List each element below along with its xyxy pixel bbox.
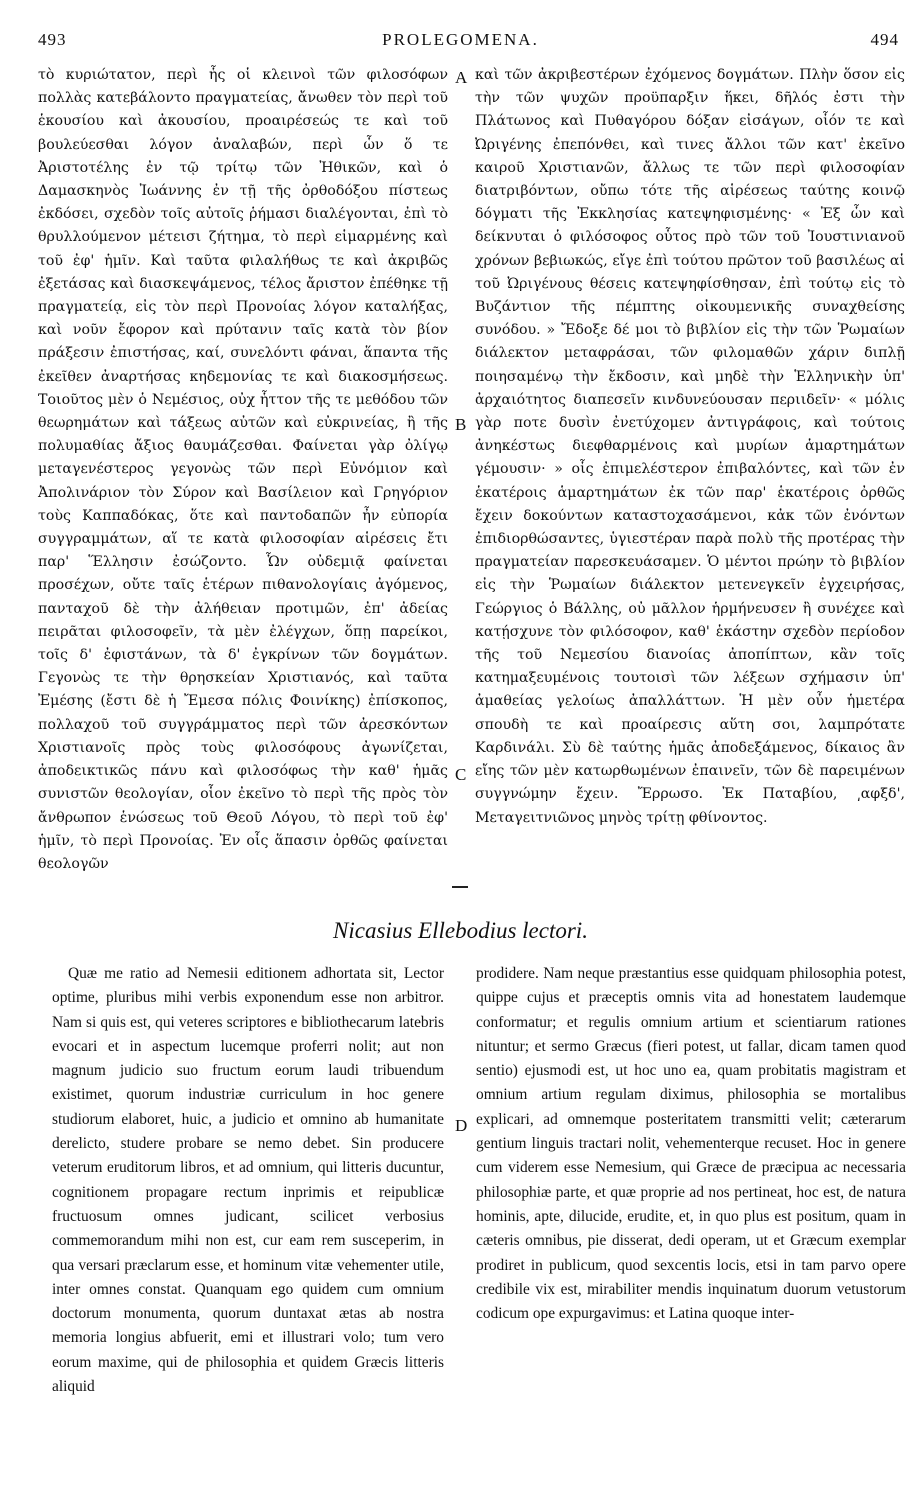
latin-column-left: Quæ me ratio ad Nemesii editionem adhortata sit, Lector optime, pluribus mihi verbis exponendum esse non arbitror. Nam si quis est, qui veteres scriptores e bibliothecarum latebris evocari et in aspectum lucemque proferri nolit; aut non magnum judicio suo fructum eorum laudi tribuendum existimet, quorum industriæ curriculum in hoc genere studiorum elaboret, huic, a judicio et omnino ab humanitate derelicto, studere probare se nemo debet. Sin producere veterum eruditorum libros, et ad omnium, qui litteris ducuntur, cognitionem propagare rectum inprimis et reipublicæ fructuosum omnes judicant, scilicet verbosius commemorandum mihi non est, cur eam rem susceperim, in qua versari præclarum esse, et hominum vitæ vehementer utile, inter omnes constat. Quanquam ego quidem cum omnium doctorum monumenta, quorum duntaxat ætas ab nostra memoria longius abfuerit, emi et illustrari volo; tum vero eorum maxime, qui de philosophia et quidem Græcis litteris aliquid [52, 965, 444, 1396]
margin-marker-c: C [455, 765, 467, 784]
margin-marker-d: D [455, 1116, 468, 1135]
running-title: PROLEGOMENA. [382, 30, 539, 49]
latin-column-right: prodidere. Nam neque præstantius esse quidquam philosophia potest, quippe cujus et præceptis omnis vita ad honestatem laudemque conformatur; et regulis omnium artium et scientiarum rationes nituntur; et sermo Græcus (fieri potest, ut fallar, dicam tamen quod sentio) ejusmodi est, ut hoc uno ea, quam probitatis magistram et omnium artium regulam diximus, philosophia se mortalibus explicari, ad omnemque posteritatem transmitti velit; cæterarum gentium linguis tractari nolit, vehementerque recuset. Hoc in genere cum viderem esse Nemesium, qui Græce de præcipua ac necessaria philosophiæ parte, et quæ proprie ad nos pertineat, hoc est, de natura hominis, apte, dilucide, erudite, et, in quo plus est positum, quam in cæteris omnibus, pie disserat, dedi operam, ut et Græcum exemplar prodiret in publicum, quod sexcentis locis, etsi in tam parvo opere credibile vix est, mirabiliter mendis inquinatum duorum vetustorum codicum ope expurgavimus: et Latina quoque inter- [476, 965, 906, 1323]
page-number-left: 493 [38, 30, 67, 49]
section-title: Nicasius Ellebodius lectori. [333, 918, 588, 943]
margin-marker-b: B [455, 415, 467, 434]
margin-marker-a: A [455, 68, 468, 87]
page-header [0, 30, 921, 56]
greek-column-left: τὸ κυριώτατον, περὶ ἧς οἱ κλεινοὶ τῶν φιλοσόφων πολλὰς κατεβάλοντο πραγματείας, ἄνωθεν τὸν περὶ τοῦ ἑκουσίου καὶ ἀκουσίου, προαιρέσεώς τε καὶ τοῦ βουλεύεσθαι λόγον ἀναλαβών, περὶ ὧν ὅ τε Ἀριστοτέλης ἐν τῷ τρίτῳ τῶν Ἠθικῶν, καὶ ὁ Δαμασκηνὸς Ἰωάννης ἐν τῇ τῆς ὀρθοδόξου πίστεως ἐκδόσει, σχεδὸν τοῖς αὐτοῖς ῥήμασι διαλέγονται, ἐπὶ τὸ θρυλλούμενον μέτεισι ζήτημα, τὸ περὶ εἱμαρμένης καὶ τοῦ ἐφ' ἡμῖν. Καὶ ταῦτα φιλαλήθως τε καὶ ἀκριβῶς ἐξετάσας καὶ διασκεψάμενος, τέλος ἄριστον ἐπέθηκε τῇ πραγματείᾳ, εἰς τὸν περὶ Προνοίας λόγον καταλήξας, καὶ νοῦν ἔφορον καὶ πρύτανιν ταῖς κατὰ τὸν βίον πράξεσιν ἐπιστήσας, καί, συνελόντι φάναι, ἅπαντα τῆς ἐκεῖθεν ἀναρτήσας κηδεμονίας τε καὶ διακοσμήσεως. Τοιοῦτος μὲν ὁ Νεμέσιος, οὐχ ἧττον τῆς τε μεθόδου τῶν θεωρημάτων καὶ τάξεως αὐτῶν καὶ εὐκρινείας, ἢ τῆς πολυμαθίας ἄξιος θαυμάζεσθαι. Φαίνεται γὰρ ὀλίγῳ μεταγενέστερος γεγονὼς τῶν περὶ Εὐνόμιον καὶ Ἀπολινάριον τὸν Σύρον καὶ Βασίλειον καὶ Γρηγόριον τοὺς Καππαδόκας, ὅτε καὶ παντοδαπῶν ἦν εὐπορία συγγραμμάτων, αἵ τε κατὰ φιλοσοφίαν αἱρέσεις ἔτι παρ' Ἕλλησιν ἐσώζοντο. Ὧν οὐδεμιᾷ φαίνεται προσέχων, οὔτε ταῖς ἑτέρων πιθανολογίαις ἀγόμενος, πανταχοῦ δὲ τὴν ἀλήθειαν προτιμῶν, ἐπ' ἀδείας πειρᾶται φιλοσοφεῖν, τὰ μὲν ἐλέγχων, ὅπῃ παρείκοι, τοῖς δ' ἐφιστάνων, τὰ δ' ἐγκρίνων τῶν δογμάτων. Γεγονὼς τε τὴν θρησκείαν Χριστιανός, καὶ ταῦτα Ἐμέσης (ἔστι δὲ ἡ Ἔμεσα πόλις Φοινίκης) ἐπίσκοπος, πολλαχοῦ τοῦ συγγράμματος περὶ τῶν ἀρεσκόντων Χριστιανοῖς πρὸς τοὺς φιλοσόφους ἀγωνίζεται, ἀποδεικτικῶς πάνυ καὶ φιλοσόφως τὴν καθ' ἡμᾶς συνιστῶν θεολογίαν, οἷον ἐκεῖνο τὸ περὶ τῆς πρὸς τὸν ἄνθρωπον ἑνώσεως τοῦ Θεοῦ Λόγου, τὸ περὶ τοῦ ἐφ' ἡμῖν, τὸ περὶ Προνοίας. Ἐν οἷς ἅπασιν ὀρθῶς φαίνεται θεολογῶν [38, 67, 448, 872]
page-number-right: 494 [870, 30, 899, 49]
greek-column-right: καὶ τῶν ἀκριβεστέρων ἐχόμενος δογμάτων. Πλὴν ὅσον εἰς τὴν τῶν ψυχῶν προϋπαρξιν ἥκει, δῆλός ἐστι τὴν Πλάτωνος καὶ Πυθαγόρου δόξαν εἰσάγων, οἷόν τε καὶ Ὠριγένης ἐπεπόνθει, καὶ τινες ἄλλοι τῶν κατ' ἐκεῖνο καιροῦ Χριστιανῶν, ἄλλως τε τῶν περὶ φιλοσοφίαν διατριβόντων, οὔπω τότε τῆς αἱρέσεως ταύτης κοινῷ δόγματι τῆς Ἐκκλησίας κατεψηφισμένης· « Ἐξ ὧν καὶ δείκνυται ὁ φιλόσοφος οὗτος πρὸ τῶν τοῦ Ἰουστινιανοῦ χρόνων βεβιωκώς, εἴγε ἐπὶ τούτου πρῶτον τοῦ βασιλέως αἱ τοῦ Ὠριγένους θέσεις κατεψηφίσθησαν, ἐπὶ τούτῳ εἰς τὸ Βυζάντιον τῆς πέμπτης οἰκουμενικῆς συναχθείσης συνόδου. » Ἔδοξε δέ μοι τὸ βιβλίον εἰς τὴν τῶν Ῥωμαίων διάλεκτον μεταφράσαι, τῶν φιλομαθῶν χάριν διπλῇ ποιησαμένῳ τὴν ἔκδοσιν, καὶ μηδὲ τὴν Ἑλληνικὴν ὑπ' ἀρχαιότητος διαπεσεῖν κινδυνεύουσαν περιιδεῖν· « μόλις γὰρ ποτε δυσὶν ἐνετύχομεν ἀντιγράφοις, καὶ τούτοις ἀνηκέστως διεφθαρμένοις καὶ μυρίων ἁμαρτημάτων γέμουσιν· » οἷς ἐπιμελέστερον ἐπιβαλόντες, καὶ τῶν ἐν ἑκατέροις ἁμαρτημάτων ἐκ τῶν παρ' ἑκατέροις ὀρθῶς ἔχειν δοκούντων καταστοχασάμενοι, κἀκ τῶν ἐνόντων ἐπιδιορθώσαντες, ὑγιεστέραν παρὰ πολὺ τῆς προτέρας τὴν πραγματείαν παρεσκευάσαμεν. Ὁ μέντοι πρώην τὸ βιβλίον εἰς τὴν Ῥωμαίων διάλεκτον μετενεγκεῖν ἐγχειρήσας, Γεώργιος ὁ Βάλλης, οὐ μᾶλλον ἡρμήνευσεν ἢ συνέχεε καὶ κατῄσχυνε τὸν φιλόσοφον, καθ' ἑκάστην σχεδὸν περίοδον τῆς τοῦ Νεμεσίου διανοίας ἀποπίπτων, κἂν τοῖς κατημαξευμένοις τουτοισὶ τῶν λέξεων σχήμασιν ὑπ' ἀμαθείας γελοίως ἀπαλλάττων. Ἡ μὲν οὖν ἡμετέρα σπουδὴ τε καὶ προαίρεσις αὕτη σοι, λαμπρότατε Καρδινάλι. Σὺ δὲ ταύτης ἡμᾶς ἀποδεξάμενος, δίκαιος ἂν εἴης τῶν μὲν κατωρθωμένων ἐπαινεῖν, τῶν δὲ παρειμένων συγγνώμην ἔχειν. Ἔρρωσο. Ἐκ Παταβίου, ͵αφξδ', Μεταγειτνιῶνος μηνὸς τρίτῃ φθίνοντος. [475, 67, 905, 826]
section-divider [452, 886, 468, 888]
